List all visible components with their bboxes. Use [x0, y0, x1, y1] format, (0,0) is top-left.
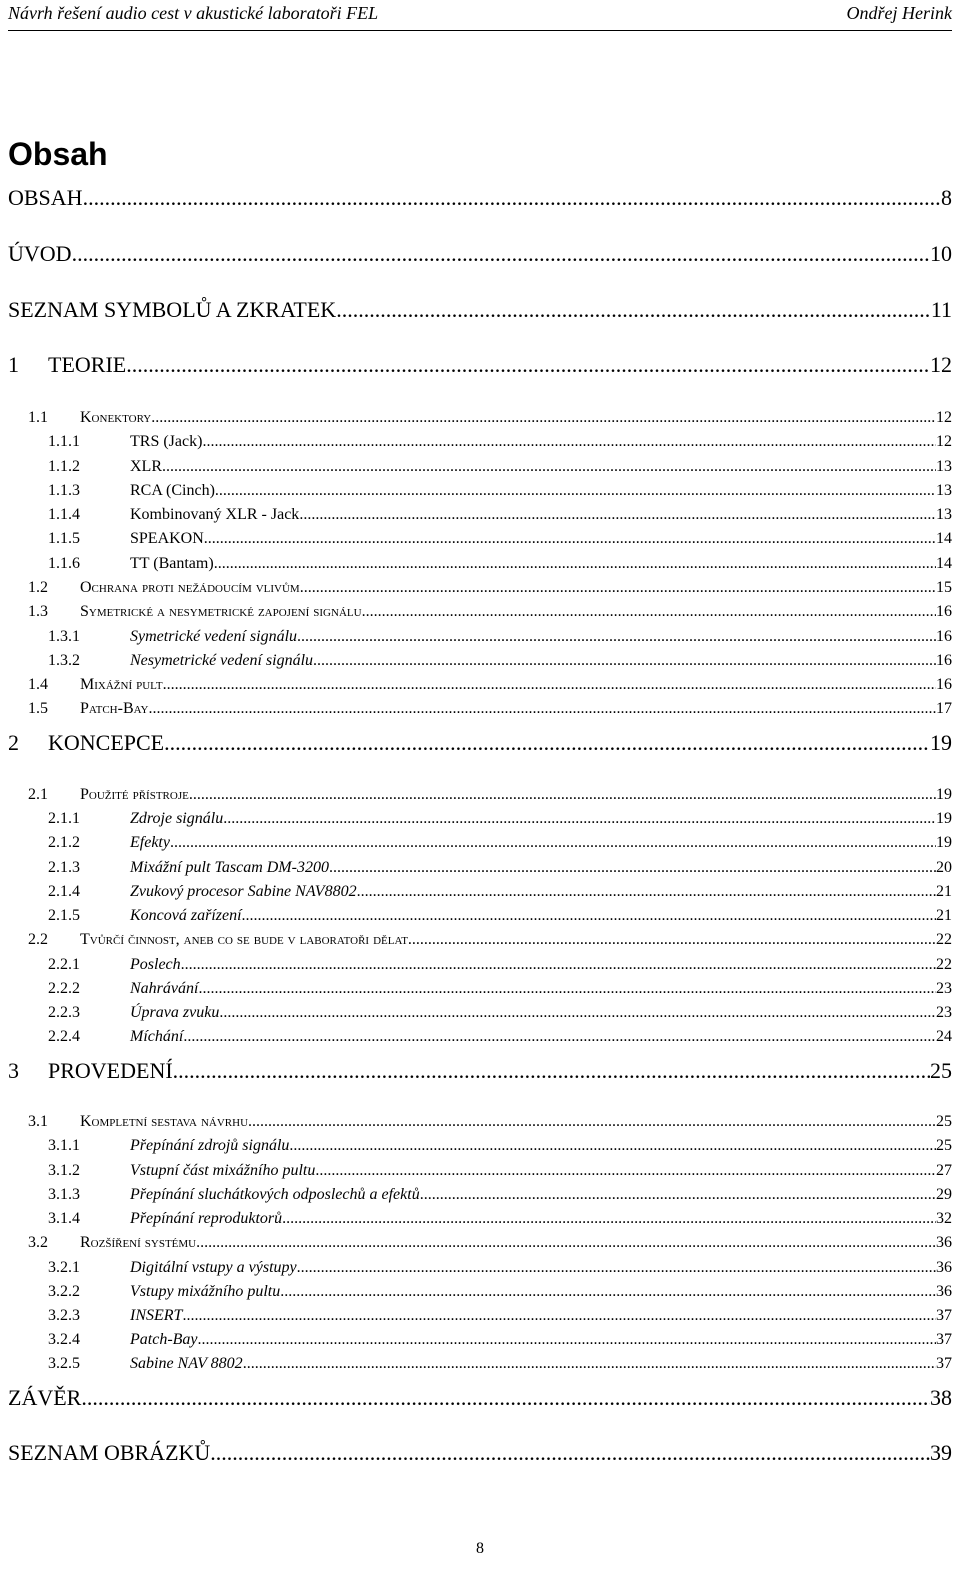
toc-entry-page: 12	[936, 409, 952, 426]
toc-entry-page: 19	[936, 834, 952, 851]
toc-leader-dots	[248, 1113, 936, 1131]
toc-entry-page: 24	[936, 1028, 952, 1045]
toc-entry-page: 37	[936, 1331, 952, 1348]
toc-entry[interactable]	[8, 1355, 952, 1373]
toc-entry-page: 23	[936, 1004, 952, 1021]
toc-leader-dots	[204, 530, 936, 548]
toc-entry-page: 16	[936, 603, 952, 620]
toc-entry-number: 3.2.3	[48, 1307, 80, 1324]
toc-entry-title: Digitální vstupy a výstupy	[130, 1259, 297, 1276]
toc-entry-number: 1.1.6	[48, 555, 80, 572]
toc-leader-dots	[420, 1186, 936, 1204]
toc-leader-dots	[282, 1210, 936, 1228]
toc-entry-number: 2.2.3	[48, 1004, 80, 1021]
toc-entry-page: 21	[936, 907, 952, 924]
toc-entry-page: 22	[936, 931, 952, 948]
header-title: Návrh řešení audio cest v akustické laboratoři FEL	[8, 3, 379, 23]
toc-leader-dots	[83, 185, 941, 211]
toc-leader-dots	[215, 482, 936, 500]
toc-leader-dots	[170, 834, 936, 852]
toc-entry[interactable]	[8, 579, 952, 597]
toc-entry-title: Použité přístroje	[80, 786, 189, 803]
toc-entry-title: RCA (Cinch)	[130, 482, 215, 499]
toc-entry-page: 23	[936, 980, 952, 997]
toc-leader-dots	[408, 931, 936, 949]
toc-leader-dots	[297, 628, 936, 646]
page-number: 8	[476, 1540, 484, 1557]
toc-entry[interactable]	[8, 1113, 952, 1131]
toc-entry-number: 2.1.1	[48, 810, 80, 827]
toc-entry-number: 1.2	[28, 579, 48, 596]
toc-leader-dots	[151, 409, 936, 427]
toc-entry-title: TEORIE	[48, 352, 127, 377]
toc-entry-page: 16	[936, 652, 952, 669]
toc-leader-dots	[242, 907, 936, 925]
toc-entry-page: 19	[936, 786, 952, 803]
toc-entry-page: 37	[936, 1307, 952, 1324]
toc-entry[interactable]	[8, 530, 952, 548]
toc-entry-number: 1.3.2	[48, 652, 80, 669]
toc-entry[interactable]	[8, 1162, 952, 1180]
toc-entry-page: 15	[936, 579, 952, 596]
toc-entry-title: Patch-Bay	[80, 700, 149, 717]
toc-entry-title: Poslech	[130, 956, 181, 973]
toc-entry-number: 2	[8, 730, 19, 755]
toc-entry-title: Koncová zařízení	[130, 907, 242, 924]
toc-entry[interactable]	[8, 980, 952, 998]
toc-leader-dots	[72, 241, 930, 267]
toc-entry-title: Přepínání reproduktorů	[130, 1210, 283, 1227]
toc-entry[interactable]	[8, 1259, 952, 1277]
toc-entry-title: Konektory	[80, 409, 152, 426]
toc-entry-page: 20	[936, 859, 952, 876]
toc-entry-title: Zvukový procesor Sabine NAV8802	[130, 883, 357, 900]
toc-entry-title: TRS (Jack)	[130, 433, 203, 450]
toc-entry-page: 11	[930, 297, 952, 322]
toc-leader-dots	[164, 730, 930, 756]
toc-entry[interactable]	[8, 1058, 952, 1084]
toc-entry-title: Symetrické a nesymetrické zapojení signálu	[80, 603, 362, 620]
toc-leader-dots	[243, 1355, 936, 1373]
toc-entry[interactable]	[8, 1210, 952, 1228]
toc-entry-number: 1.4	[28, 676, 48, 693]
toc-entry[interactable]	[8, 352, 952, 378]
toc-entry-title: Tvůrčí činnost, aneb co se bude v laboratoři dělat	[80, 931, 408, 948]
toc-entry[interactable]	[8, 883, 952, 901]
toc-entry[interactable]	[8, 956, 952, 974]
toc-entry-page: 16	[936, 628, 952, 645]
toc-leader-dots	[173, 1058, 930, 1084]
toc-entry[interactable]	[8, 834, 952, 852]
toc-entry[interactable]	[8, 433, 952, 451]
toc-entry[interactable]	[8, 1028, 952, 1046]
toc-entry-title: Sabine NAV 8802	[130, 1355, 243, 1372]
toc-entry[interactable]	[8, 1004, 952, 1022]
toc-entry-title: Mixážní pult	[80, 676, 163, 693]
toc-entry-title: Kompletní sestava návrhu	[80, 1113, 249, 1130]
toc-leader-dots	[315, 1162, 936, 1180]
toc-entry-number: 2.1.3	[48, 859, 80, 876]
toc-entry-number: 3.2.2	[48, 1283, 80, 1300]
toc-entry-title: Vstupní část mixážního pultu	[130, 1162, 316, 1179]
toc-entry[interactable]	[8, 603, 952, 621]
toc-entry-title: Efekty	[130, 834, 170, 851]
toc-entry-page: 13	[936, 506, 952, 523]
toc-entry-page: 13	[936, 458, 952, 475]
toc-entry-number: 3.1.3	[48, 1186, 80, 1203]
toc-entry-number: 2.2	[28, 931, 48, 948]
toc-entry-title: Nesymetrické vedení signálu	[130, 652, 314, 669]
toc-entry-page: 19	[930, 730, 952, 755]
toc-entry-page: 25	[930, 1058, 952, 1083]
toc-entry[interactable]	[8, 506, 952, 524]
toc-entry-title: Rozšíření systému	[80, 1234, 197, 1251]
toc-leader-dots	[149, 700, 936, 718]
toc-entry-page: 19	[936, 810, 952, 827]
toc-entry-number: 1.1.5	[48, 530, 80, 547]
toc-leader-dots	[198, 980, 936, 998]
toc-entry[interactable]	[8, 1186, 952, 1204]
toc-entry-page: 14	[936, 530, 952, 547]
toc-entry-number: 2.1.2	[48, 834, 80, 851]
toc-entry-page: 8	[941, 185, 952, 210]
toc-entry-page: 25	[936, 1113, 952, 1130]
toc-entry-title: Symetrické vedení signálu	[130, 628, 298, 645]
toc-leader-dots	[313, 652, 936, 670]
toc-entry-title: SPEAKON	[130, 530, 204, 547]
toc-entry-title: KONCEPCE	[48, 730, 165, 755]
toc-entry[interactable]	[8, 730, 952, 756]
toc-leader-dots	[362, 603, 936, 621]
toc-entry[interactable]	[8, 185, 952, 211]
toc-entry-number: 3.2	[28, 1234, 48, 1251]
toc-entry-page: 21	[936, 883, 952, 900]
toc-entry-number: 1.1.1	[48, 433, 80, 450]
toc-entry[interactable]	[8, 297, 952, 323]
toc-entry-page: 12	[930, 352, 952, 377]
toc-entry-number: 2.2.2	[48, 980, 80, 997]
toc-leader-dots	[329, 859, 936, 877]
toc-entry-number: 2.2.1	[48, 956, 80, 973]
toc-entry-title: PROVEDENÍ	[48, 1058, 173, 1083]
toc-entry-title: SEZNAM SYMBOLŮ A ZKRATEK	[8, 297, 337, 322]
toc-entry-page: 36	[936, 1259, 952, 1276]
toc-entry-number: 2.2.4	[48, 1028, 80, 1045]
toc-entry-page: 36	[936, 1234, 952, 1251]
toc-entry-title: Mixážní pult Tascam DM-3200	[130, 859, 329, 876]
toc-entry-page: 36	[936, 1283, 952, 1300]
toc-entry[interactable]	[8, 786, 952, 804]
toc-entry-page: 25	[936, 1137, 952, 1154]
toc-entry[interactable]	[8, 1137, 952, 1155]
toc-entry-title: XLR	[130, 458, 162, 475]
toc-entry-title: Ochrana proti nežádoucím vlivům	[80, 579, 300, 596]
toc-entry[interactable]	[8, 652, 952, 670]
toc-entry[interactable]	[8, 700, 952, 718]
toc-entry-title: Úprava zvuku	[130, 1004, 220, 1021]
toc-leader-dots	[289, 1137, 936, 1155]
toc-entry[interactable]	[8, 907, 952, 925]
toc-entry-page: 32	[936, 1210, 952, 1227]
toc-entry-number: 1.1.2	[48, 458, 80, 475]
toc-leader-dots	[196, 1234, 936, 1252]
toc-entry[interactable]	[8, 1440, 952, 1466]
toc-entry-number: 3.1.2	[48, 1162, 80, 1179]
toc-entry-number: 3.2.5	[48, 1355, 80, 1372]
toc-entry-page: 16	[936, 676, 952, 693]
toc-entry-number: 2.1	[28, 786, 48, 803]
toc-entry-title: ZÁVĚR	[8, 1385, 82, 1410]
toc-leader-dots	[162, 458, 936, 476]
toc-entry-number: 1	[8, 352, 19, 377]
toc-entry-title: Kombinovaný XLR - Jack	[130, 506, 300, 523]
toc-entry-page: 38	[930, 1385, 952, 1410]
toc-entry-title: Zdroje signálu	[130, 810, 224, 827]
toc-leader-dots	[81, 1385, 930, 1411]
toc-entry-title: OBSAH	[8, 185, 83, 210]
toc-entry[interactable]	[8, 810, 952, 828]
toc-leader-dots	[357, 883, 936, 901]
toc-entry-title: INSERT	[130, 1307, 183, 1324]
toc-entry-title: Nahrávání	[130, 980, 199, 997]
toc-entry-title: Vstupy mixážního pultu	[130, 1283, 281, 1300]
toc-entry[interactable]	[8, 931, 952, 949]
toc-entry-title: Přepínání sluchátkových odposlechů a efektů	[130, 1186, 420, 1203]
toc-entry-page: 22	[936, 956, 952, 973]
toc-entry[interactable]	[8, 1234, 952, 1252]
toc-entry-title: TT (Bantam)	[130, 555, 214, 572]
toc-entry-title: Přepínání zdrojů signálu	[130, 1137, 290, 1154]
toc-leader-dots	[202, 433, 936, 451]
header-author: Ondřej Herink	[846, 3, 952, 23]
toc-entry[interactable]	[8, 1307, 952, 1325]
toc-leader-dots	[183, 1028, 936, 1046]
toc-entry[interactable]	[8, 1385, 952, 1411]
toc-entry-number: 3.1	[28, 1113, 48, 1130]
toc-leader-dots	[219, 1004, 936, 1022]
toc-leader-dots	[163, 676, 936, 694]
toc-entry-page: 17	[936, 700, 952, 717]
toc-entry-page: 14	[936, 555, 952, 572]
toc-leader-dots	[280, 1283, 936, 1301]
toc-entry-number: 3.1.1	[48, 1137, 80, 1154]
toc-entry-page: 37	[936, 1355, 952, 1372]
toc-entry-number: 2.1.4	[48, 883, 80, 900]
toc-entry[interactable]	[8, 555, 952, 573]
toc-entry[interactable]	[8, 482, 952, 500]
toc-entry[interactable]	[8, 1283, 952, 1301]
toc-entry-number: 1.1.3	[48, 482, 80, 499]
toc-leader-dots	[297, 1259, 936, 1277]
toc-entry-number: 2.1.5	[48, 907, 80, 924]
toc-entry-title: SEZNAM OBRÁZKŮ	[8, 1440, 211, 1465]
toc-entry-page: 13	[936, 482, 952, 499]
page-title: Obsah	[8, 136, 108, 172]
toc-leader-dots	[189, 786, 936, 804]
toc-entry-title: ÚVOD	[8, 241, 72, 266]
toc-entry-number: 1.1	[28, 409, 48, 426]
toc-leader-dots	[210, 1440, 930, 1466]
toc-entry-page: 39	[930, 1440, 952, 1465]
toc-entry-page: 12	[936, 433, 952, 450]
toc-entry-title: Patch-Bay	[130, 1331, 198, 1348]
toc-leader-dots	[214, 555, 936, 573]
toc-entry[interactable]	[8, 676, 952, 694]
toc-entry-number: 3.2.4	[48, 1331, 80, 1348]
toc-leader-dots	[198, 1331, 936, 1349]
toc-entry-number: 1.3	[28, 603, 48, 620]
toc-leader-dots	[299, 506, 936, 524]
toc-leader-dots	[126, 352, 930, 378]
toc-entry-number: 3	[8, 1058, 19, 1083]
toc-leader-dots	[223, 810, 936, 828]
toc-entry-page: 10	[930, 241, 952, 266]
toc-entry-title: Míchání	[130, 1028, 184, 1045]
toc-entry-number: 1.1.4	[48, 506, 80, 523]
toc-leader-dots	[181, 956, 936, 974]
toc-entry[interactable]	[8, 859, 952, 877]
toc-entry[interactable]	[8, 628, 952, 646]
toc-entry-page: 27	[936, 1162, 952, 1179]
toc-entry[interactable]	[8, 409, 952, 427]
toc-entry-number: 3.1.4	[48, 1210, 80, 1227]
toc-entry[interactable]	[8, 241, 952, 267]
toc-entry-number: 1.3.1	[48, 628, 80, 645]
toc-leader-dots	[300, 579, 936, 597]
toc-leader-dots	[182, 1307, 936, 1325]
toc-entry-number: 3.2.1	[48, 1259, 80, 1276]
toc-entry-page: 29	[936, 1186, 952, 1203]
toc-entry[interactable]	[8, 1331, 952, 1349]
toc-entry[interactable]	[8, 458, 952, 476]
toc-entry-number: 1.5	[28, 700, 48, 717]
toc-leader-dots	[336, 297, 931, 323]
